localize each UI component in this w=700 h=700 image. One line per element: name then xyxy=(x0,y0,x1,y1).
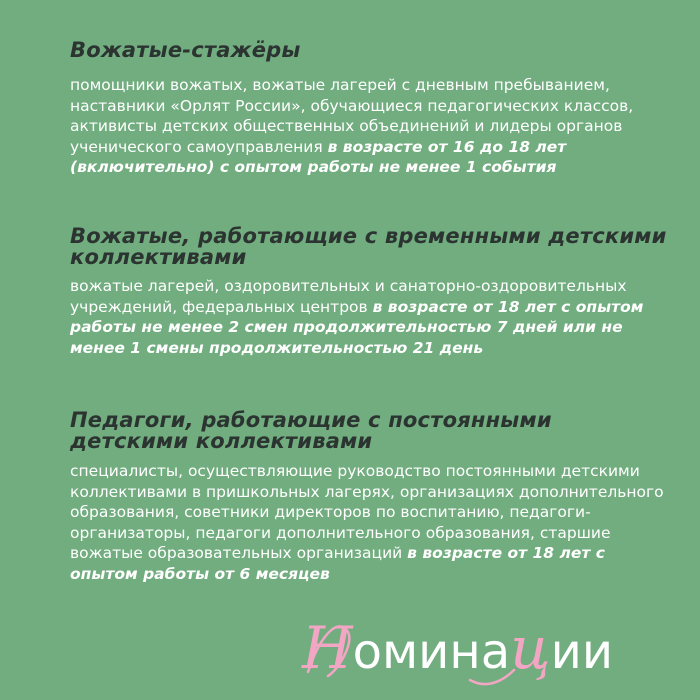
description-text: вожатые лагерей, оздоровительных и санаторно-оздоровительных учреждений, федеральных центров xyxy=(70,277,627,316)
section-description xyxy=(70,461,670,584)
description-text: помощники вожатых, вожатые лагерей с дневным пребыванием, наставники «Орлят России», обучающиеся педагогических классов, активисты детских общественных объединений и лидеры органов ученического самоуправления xyxy=(70,76,634,156)
wordmark-script-letter: ц xyxy=(510,614,551,682)
wordmark-letters: омина xyxy=(352,624,511,680)
section-description xyxy=(70,75,670,178)
nominations-wordmark xyxy=(302,610,682,690)
section-title: Вожатые, работающие с временными детскими коллективами xyxy=(70,224,667,269)
description-highlight: в возрасте от 16 до 18 лет (включительно) с опытом работы не менее 1 события xyxy=(70,137,567,176)
wordmark-text xyxy=(302,614,614,682)
description-highlight: в возрасте от 18 лет с опытом работы от 6 месяцев xyxy=(70,544,605,583)
section-trainee-counselors xyxy=(70,40,670,178)
section-title: Педагоги, работающие с постоянными детскими коллективами xyxy=(70,408,552,453)
section-temporary-collectives xyxy=(70,226,670,358)
description-highlight: в возрасте от 18 лет с опытом работы не менее 2 смен продолжительностью 7 дней или не менее 1 смены продолжительностью 21 день xyxy=(70,297,644,357)
section-title: Вожатые-стажёры xyxy=(70,38,301,62)
section-description xyxy=(70,276,670,358)
wordmark-script-letter: Н xyxy=(302,614,353,682)
description-text: специалисты, осуществляющие руководство постоянными детскими коллективами в пришкольных лагерях, организациях дополнительного образования, советники директоров по воспитанию, педагоги-организаторы, педагоги дополнительного образования, старшие вожатые образовательных организаций xyxy=(70,462,664,562)
section-permanent-collectives xyxy=(70,410,670,584)
wordmark-letters: ии xyxy=(550,624,614,680)
